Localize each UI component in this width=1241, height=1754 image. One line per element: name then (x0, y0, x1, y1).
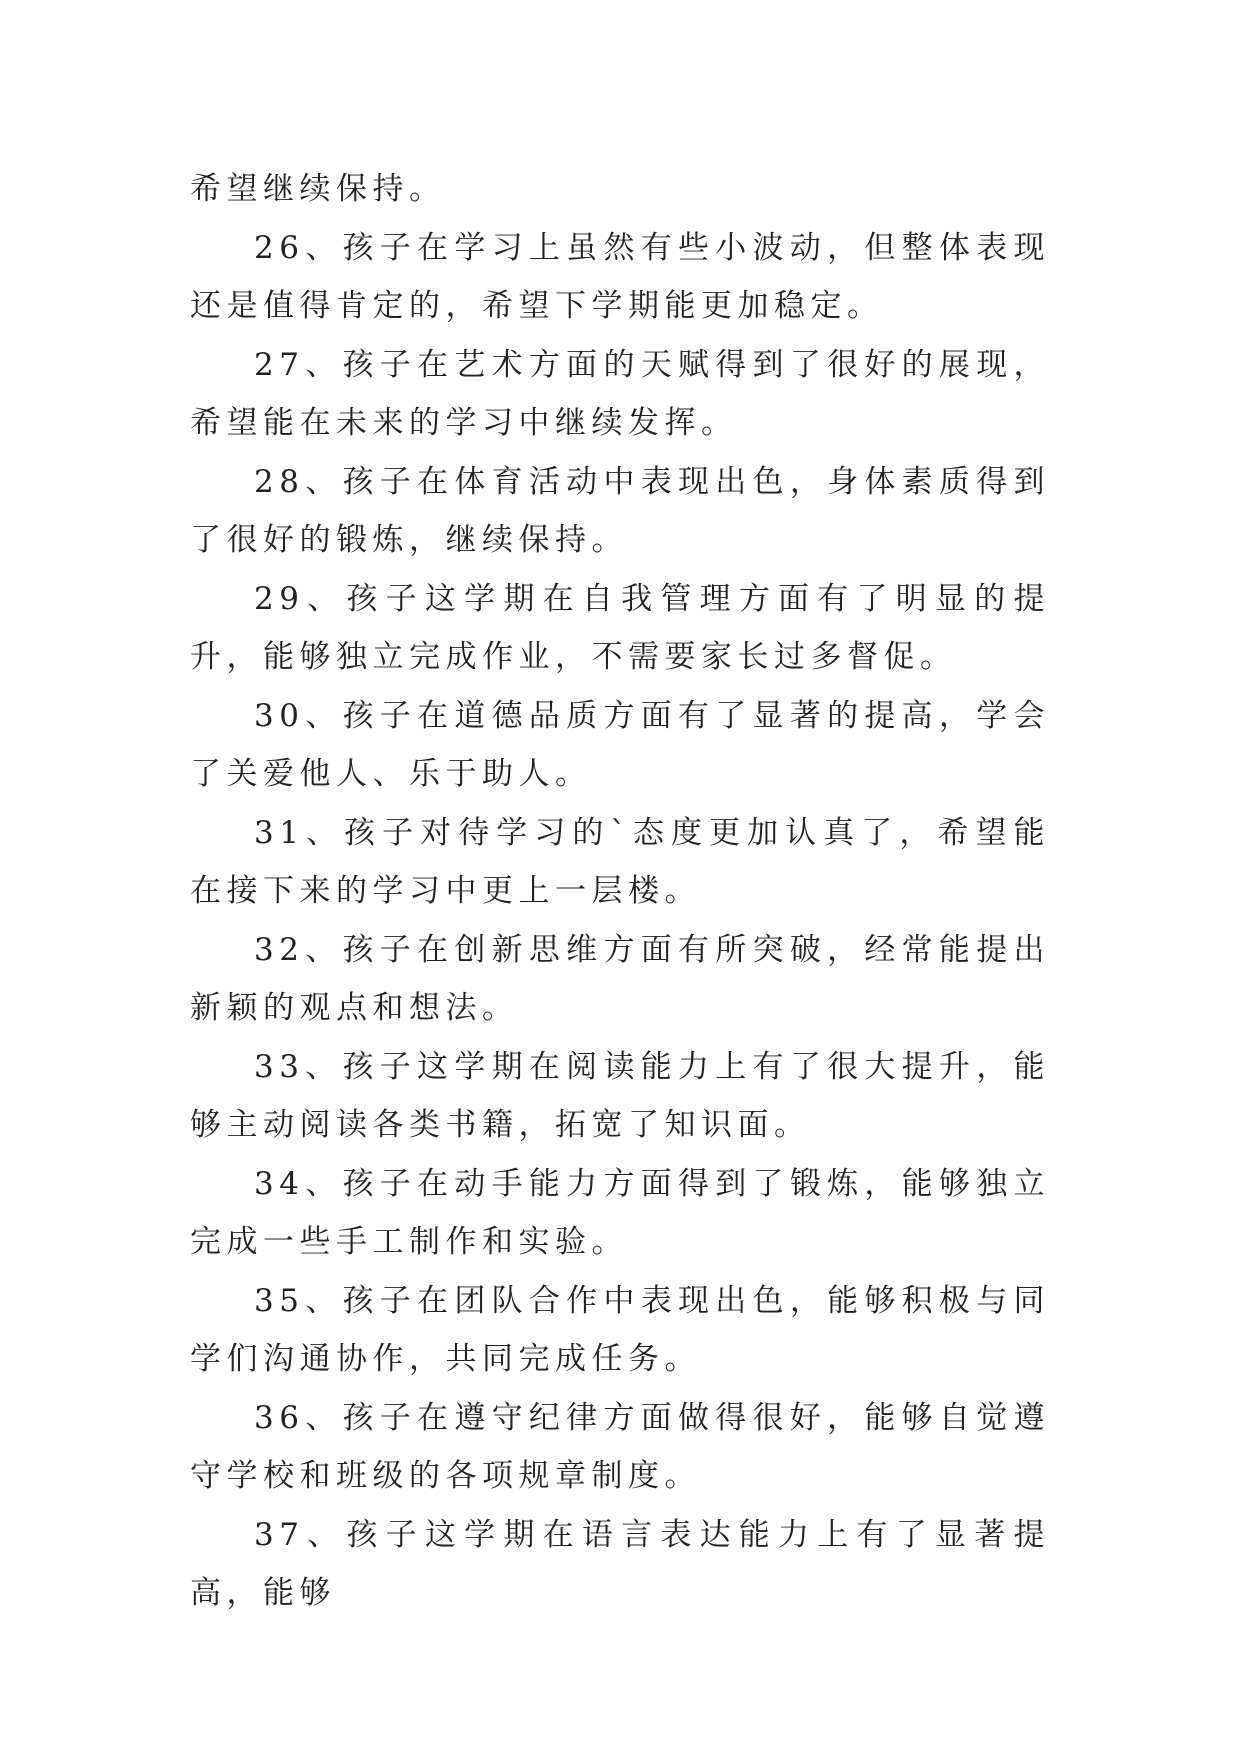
paragraph-item-28: 28、孩子在体育活动中表现出色，身体素质得到了很好的锻炼，继续保持。 (190, 463, 1050, 558)
paragraph-item-35: 35、孩子在团队合作中表现出色，能够积极与同学们沟通协作，共同完成任务。 (190, 1282, 1050, 1377)
paragraph-item-30: 30、孩子在道德品质方面有了显著的提高，学会了关爱他人、乐于助人。 (190, 697, 1050, 792)
paragraph-item-33: 33、孩子这学期在阅读能力上有了很大提升，能够主动阅读各类书籍，拓宽了知识面。 (190, 1048, 1050, 1143)
paragraph-item-26: 26、孩子在学习上虽然有些小波动，但整体表现还是值得肯定的，希望下学期能更加稳定。 (190, 229, 1050, 324)
paragraph-item-37: 37、孩子这学期在语言表达能力上有了显著提高，能够 (190, 1516, 1050, 1611)
paragraph-item-36: 36、孩子在遵守纪律方面做得很好，能够自觉遵守学校和班级的各项规章制度。 (190, 1399, 1050, 1494)
paragraph-item-34: 34、孩子在动手能力方面得到了锻炼，能够独立完成一些手工制作和实验。 (190, 1165, 1050, 1260)
paragraph-item-29: 29、孩子这学期在自我管理方面有了明显的提升，能够独立完成作业，不需要家长过多督促。 (190, 580, 1050, 675)
paragraph-continuation: 希望继续保持。 (190, 171, 446, 207)
paragraph-item-32: 32、孩子在创新思维方面有所突破，经常能提出新颖的观点和想法。 (190, 931, 1050, 1026)
document-body (190, 160, 1050, 1623)
paragraph-item-31: 31、孩子对待学习的`态度更加认真了，希望能在接下来的学习中更上一层楼。 (190, 814, 1050, 909)
paragraph-item-27: 27、孩子在艺术方面的天赋得到了很好的展现，希望能在未来的学习中继续发挥。 (190, 346, 1050, 441)
